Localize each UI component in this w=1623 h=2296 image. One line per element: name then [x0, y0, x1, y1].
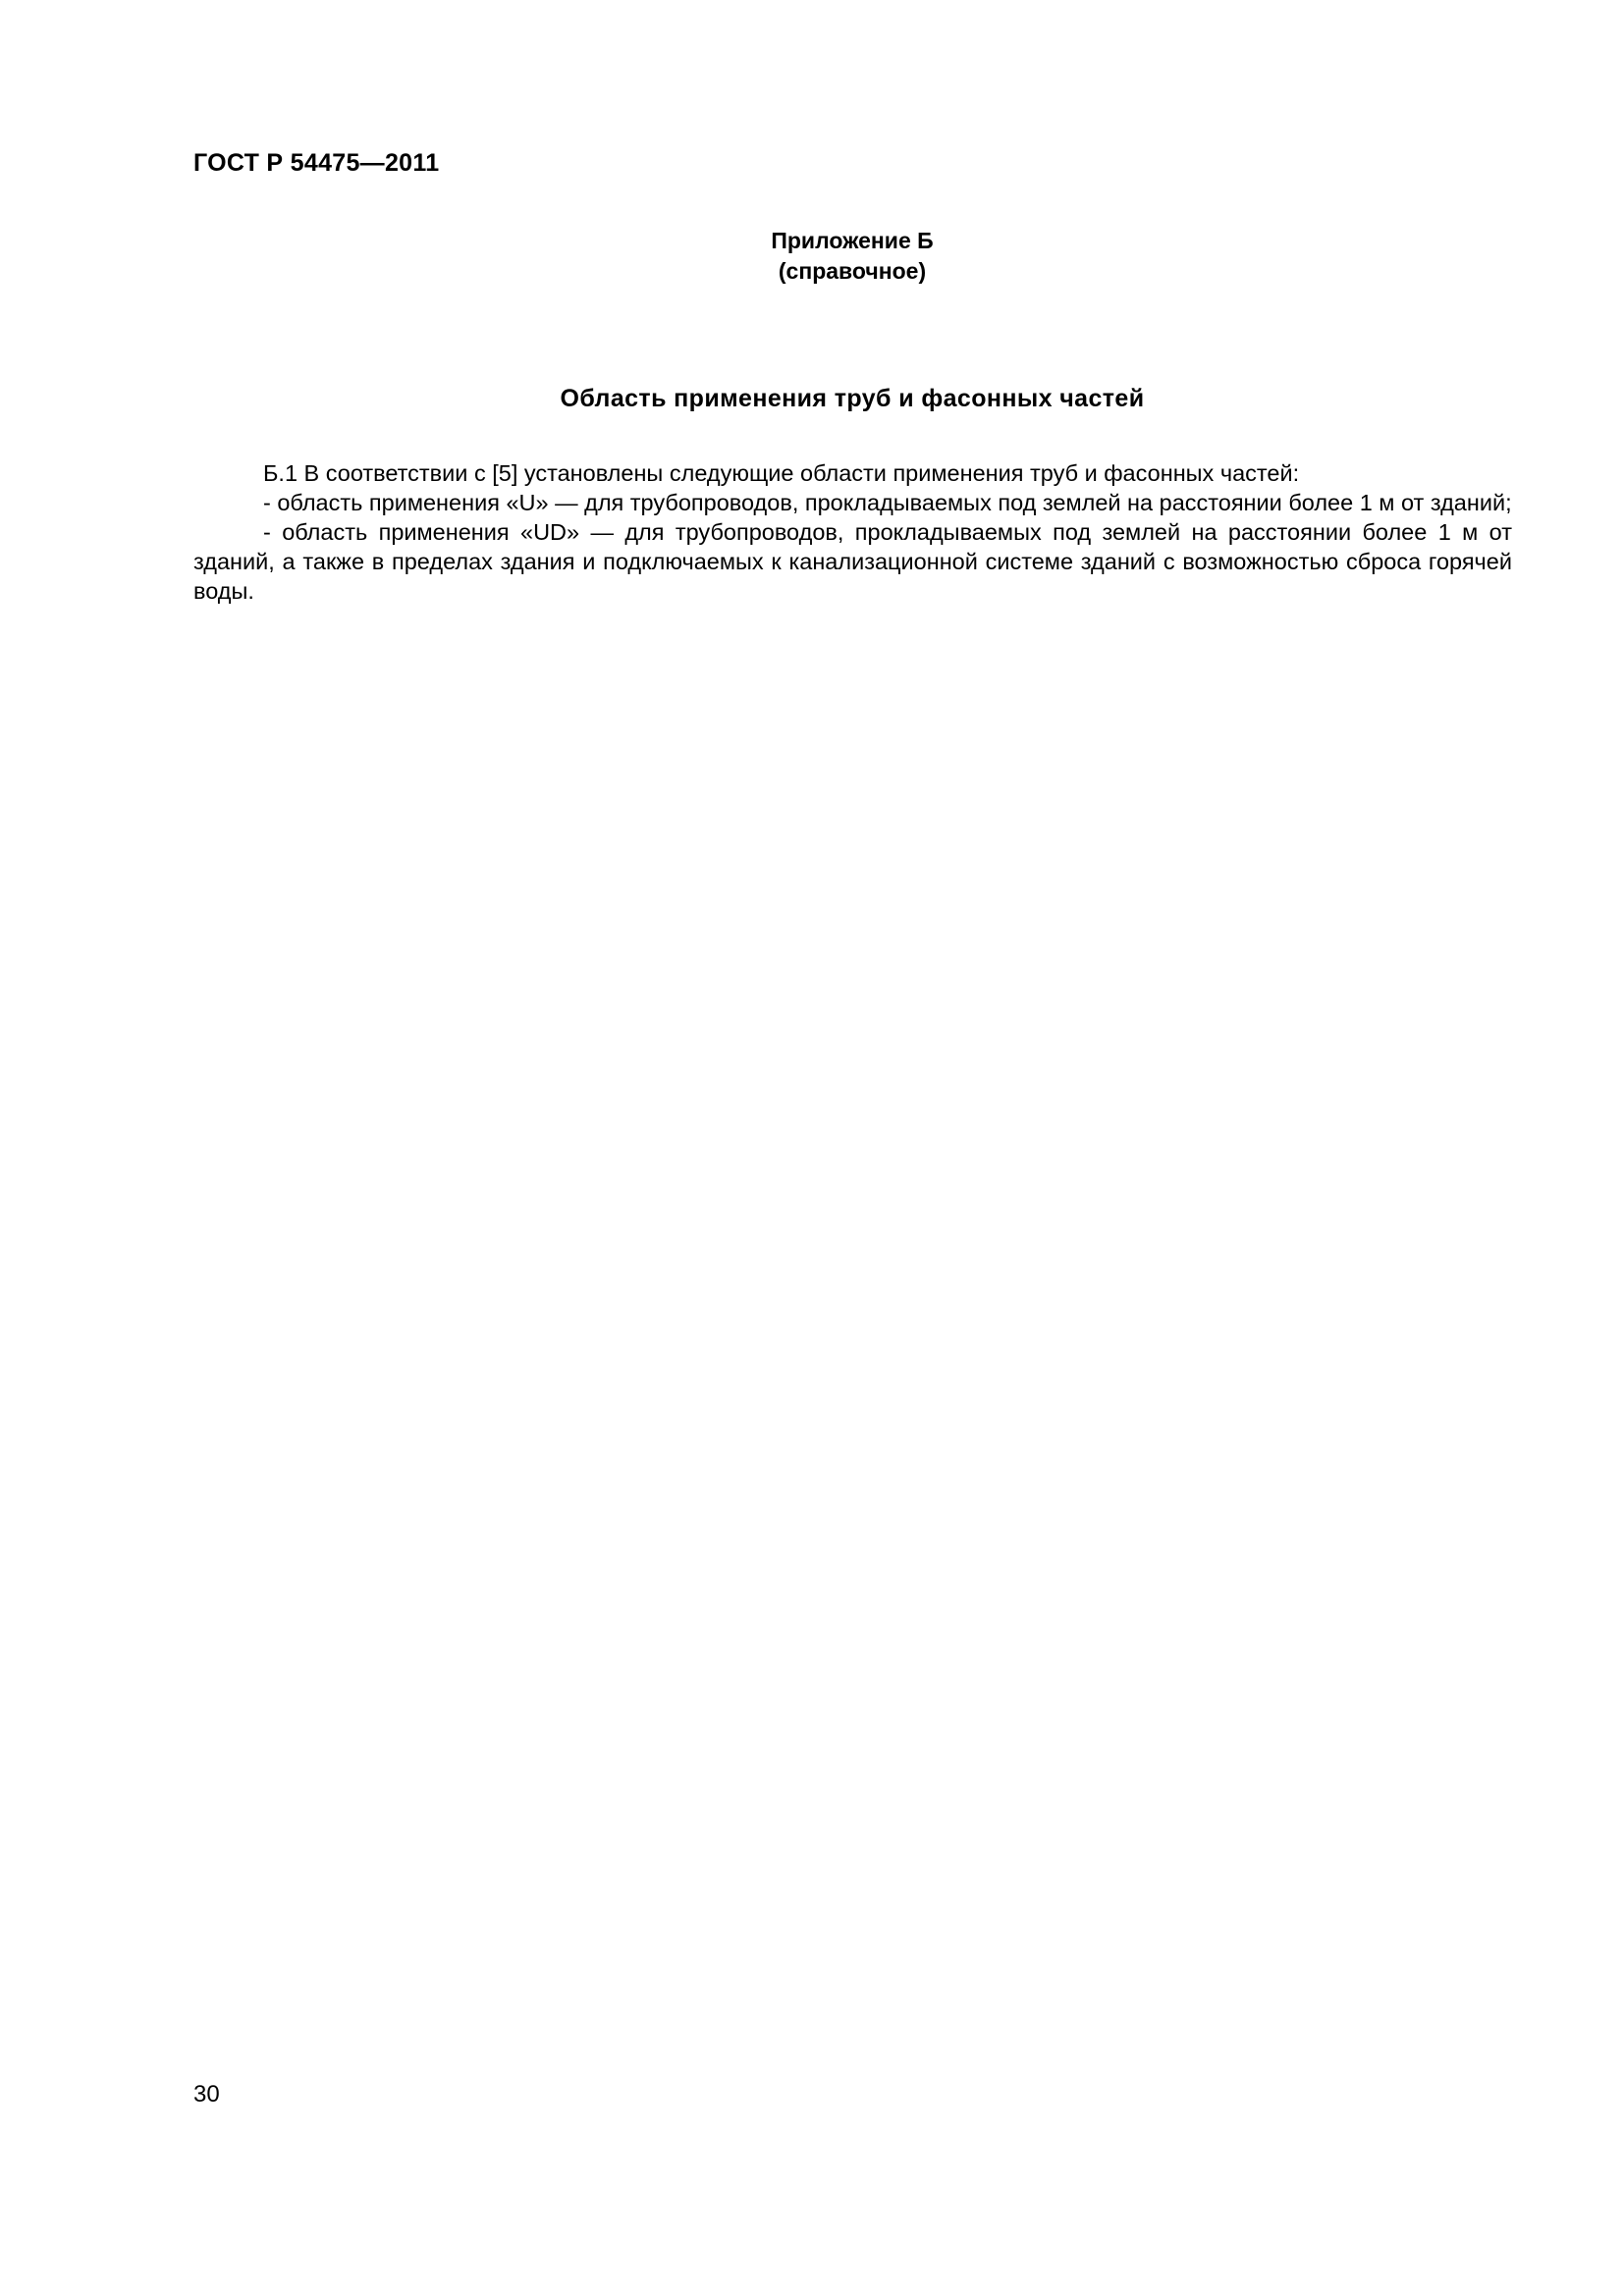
appendix-subtitle: (справочное): [778, 258, 927, 284]
appendix-heading: [0, 226, 1623, 287]
appendix-title: Приложение Б: [771, 228, 934, 253]
body-text: [193, 458, 1512, 606]
section-title: Область применения труб и фасонных частей: [560, 385, 1145, 412]
list-item-u: - область применения «U» — для трубопроводов, прокладываемых под землей на расстоянии более 1 м от зданий;: [263, 490, 1512, 515]
page-number: 30: [193, 2081, 220, 2108]
list-item-ud: - область применения «UD» — для трубопроводов, прокладываемых под землей на расстоянии более 1 м от зданий, а также в пределах здания и подключаемых к канализационной системе зданий с возможностью сброса горячей воды.: [193, 519, 1512, 604]
paragraph-intro: Б.1 В соответствии с [5] установлены следующие области применения труб и фасонных частей:: [263, 460, 1300, 486]
document-code-header: ГОСТ Р 54475—2011: [193, 149, 440, 177]
